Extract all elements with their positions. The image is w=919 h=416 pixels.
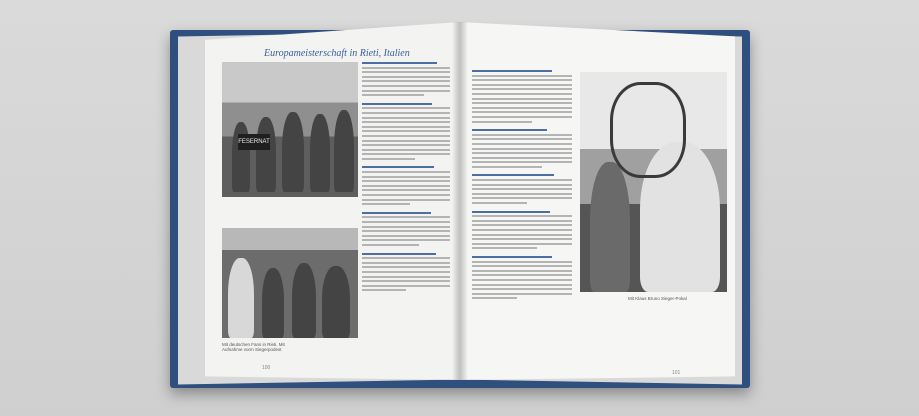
left-page-number: 100 — [262, 365, 271, 371]
right-page-number: 101 — [672, 370, 681, 376]
right-text-column — [472, 70, 572, 370]
left-text-column — [362, 62, 450, 360]
photo-crowd-with-sign — [222, 62, 358, 197]
photo-audience — [222, 228, 358, 338]
right-photo-caption: Mit Klaus Bruno Sieger-Pokal — [628, 296, 687, 301]
left-photo-caption: Mit deutschen Fans in Rieti. Mit Aufnahme vorm Siegerpodest — [222, 342, 285, 352]
fan-sign: FESERNAT — [238, 134, 270, 150]
page-title: Europameisterschaft in Rieti, Italien — [264, 48, 410, 59]
trophy-sculpture — [610, 82, 686, 178]
photo-trophy-man — [580, 72, 727, 292]
book-gutter — [452, 22, 468, 380]
